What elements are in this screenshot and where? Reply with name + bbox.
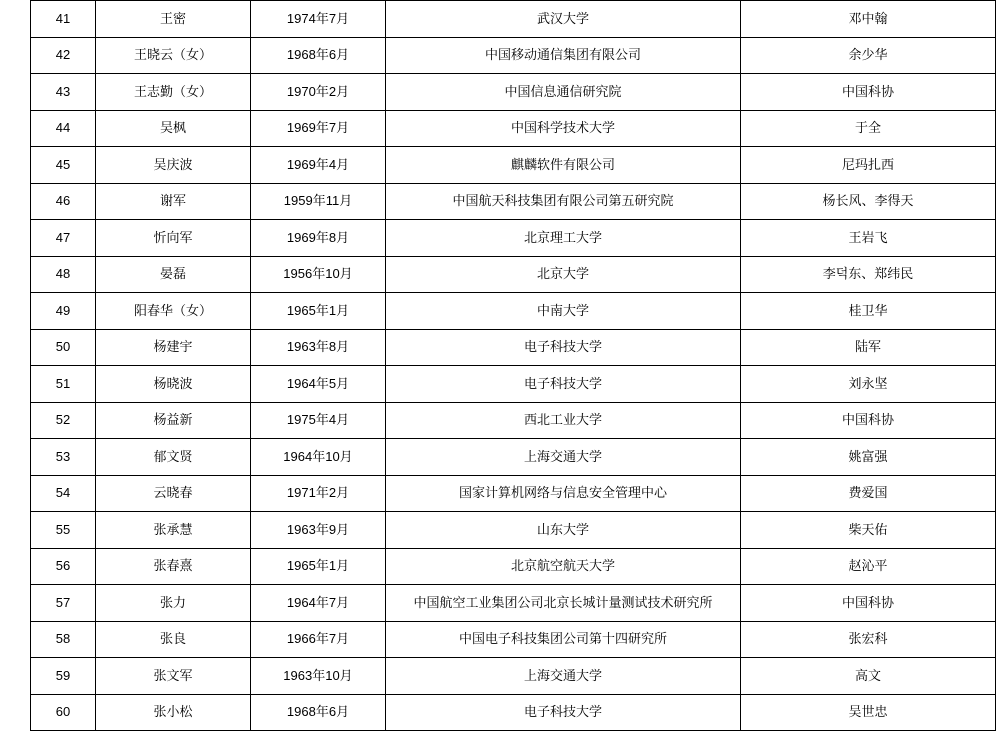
cell-organization: 北京航空航天大学 <box>386 548 741 585</box>
cell-name: 杨晓波 <box>96 366 251 403</box>
cell-sponsor: 高文 <box>741 658 996 695</box>
cell-index: 44 <box>31 110 96 147</box>
cell-sponsor: 吴世忠 <box>741 694 996 731</box>
table-row <box>31 220 996 257</box>
cell-sponsor: 王岩飞 <box>741 220 996 257</box>
cell-birth: 1963年10月 <box>251 658 386 695</box>
cell-organization: 山东大学 <box>386 512 741 549</box>
cell-index: 41 <box>31 1 96 38</box>
cell-birth: 1969年8月 <box>251 220 386 257</box>
cell-organization: 麒麟软件有限公司 <box>386 147 741 184</box>
cell-organization: 中国科学技术大学 <box>386 110 741 147</box>
cell-birth: 1964年5月 <box>251 366 386 403</box>
cell-sponsor: 杨长风、李得天 <box>741 183 996 220</box>
table-row <box>31 658 996 695</box>
cell-index: 54 <box>31 475 96 512</box>
cell-index: 56 <box>31 548 96 585</box>
table-row <box>31 183 996 220</box>
cell-index: 48 <box>31 256 96 293</box>
cell-organization: 北京理工大学 <box>386 220 741 257</box>
table-row <box>31 475 996 512</box>
table-row <box>31 512 996 549</box>
cell-sponsor: 张宏科 <box>741 621 996 658</box>
table-row <box>31 293 996 330</box>
table-row <box>31 110 996 147</box>
cell-birth: 1965年1月 <box>251 548 386 585</box>
table-row <box>31 256 996 293</box>
cell-index: 51 <box>31 366 96 403</box>
cell-birth: 1968年6月 <box>251 694 386 731</box>
cell-birth: 1969年7月 <box>251 110 386 147</box>
cell-index: 58 <box>31 621 96 658</box>
cell-name: 张小松 <box>96 694 251 731</box>
cell-birth: 1975年4月 <box>251 402 386 439</box>
cell-birth: 1968年6月 <box>251 37 386 74</box>
cell-name: 王志勤（女） <box>96 74 251 111</box>
cell-sponsor: 陆军 <box>741 329 996 366</box>
cell-birth: 1959年11月 <box>251 183 386 220</box>
cell-name: 忻向军 <box>96 220 251 257</box>
cell-name: 张良 <box>96 621 251 658</box>
cell-birth: 1974年7月 <box>251 1 386 38</box>
cell-birth: 1966年7月 <box>251 621 386 658</box>
table-row <box>31 585 996 622</box>
cell-birth: 1964年7月 <box>251 585 386 622</box>
table-body <box>31 1 996 731</box>
cell-index: 45 <box>31 147 96 184</box>
cell-organization: 上海交通大学 <box>386 658 741 695</box>
cell-index: 53 <box>31 439 96 476</box>
cell-index: 46 <box>31 183 96 220</box>
cell-organization: 中国移动通信集团有限公司 <box>386 37 741 74</box>
table-row <box>31 366 996 403</box>
cell-organization: 电子科技大学 <box>386 329 741 366</box>
cell-sponsor: 于全 <box>741 110 996 147</box>
cell-index: 55 <box>31 512 96 549</box>
cell-sponsor: 姚富强 <box>741 439 996 476</box>
cell-index: 43 <box>31 74 96 111</box>
table-row <box>31 147 996 184</box>
cell-organization: 国家计算机网络与信息安全管理中心 <box>386 475 741 512</box>
cell-index: 59 <box>31 658 96 695</box>
cell-name: 阳春华（女） <box>96 293 251 330</box>
cell-birth: 1971年2月 <box>251 475 386 512</box>
cell-name: 张文军 <box>96 658 251 695</box>
cell-sponsor: 桂卫华 <box>741 293 996 330</box>
cell-name: 王密 <box>96 1 251 38</box>
cell-organization: 中南大学 <box>386 293 741 330</box>
table-row <box>31 402 996 439</box>
cell-index: 60 <box>31 694 96 731</box>
cell-organization: 西北工业大学 <box>386 402 741 439</box>
cell-organization: 中国航空工业集团公司北京长城计量测试技术研究所 <box>386 585 741 622</box>
cell-organization: 中国电子科技集团公司第十四研究所 <box>386 621 741 658</box>
cell-sponsor: 刘永坚 <box>741 366 996 403</box>
table-row <box>31 1 996 38</box>
cell-sponsor: 费爱国 <box>741 475 996 512</box>
cell-name: 云晓春 <box>96 475 251 512</box>
cell-organization: 电子科技大学 <box>386 366 741 403</box>
cell-organization: 中国航天科技集团有限公司第五研究院 <box>386 183 741 220</box>
cell-name: 张春熹 <box>96 548 251 585</box>
cell-sponsor: 赵沁平 <box>741 548 996 585</box>
cell-sponsor: 尼玛扎西 <box>741 147 996 184</box>
table-row <box>31 74 996 111</box>
cell-birth: 1969年4月 <box>251 147 386 184</box>
cell-index: 50 <box>31 329 96 366</box>
cell-name: 王晓云（女） <box>96 37 251 74</box>
table-row <box>31 329 996 366</box>
candidate-roster-table <box>30 0 996 731</box>
cell-sponsor: 中国科协 <box>741 585 996 622</box>
table-row <box>31 37 996 74</box>
cell-sponsor: 柴天佑 <box>741 512 996 549</box>
cell-sponsor: 余少华 <box>741 37 996 74</box>
cell-organization: 北京大学 <box>386 256 741 293</box>
cell-name: 杨建宇 <box>96 329 251 366</box>
cell-sponsor: 中国科协 <box>741 402 996 439</box>
cell-organization: 上海交通大学 <box>386 439 741 476</box>
cell-sponsor: 李덕东、郑纬民 <box>741 256 996 293</box>
cell-index: 52 <box>31 402 96 439</box>
cell-name: 张力 <box>96 585 251 622</box>
cell-name: 张承慧 <box>96 512 251 549</box>
cell-organization: 中国信息通信研究院 <box>386 74 741 111</box>
cell-name: 谢军 <box>96 183 251 220</box>
cell-name: 晏磊 <box>96 256 251 293</box>
cell-birth: 1964年10月 <box>251 439 386 476</box>
cell-name: 郁文贤 <box>96 439 251 476</box>
cell-index: 47 <box>31 220 96 257</box>
cell-birth: 1956年10月 <box>251 256 386 293</box>
cell-organization: 武汉大学 <box>386 1 741 38</box>
cell-name: 吴枫 <box>96 110 251 147</box>
table-row <box>31 621 996 658</box>
table-row <box>31 439 996 476</box>
cell-birth: 1963年9月 <box>251 512 386 549</box>
cell-birth: 1970年2月 <box>251 74 386 111</box>
cell-index: 49 <box>31 293 96 330</box>
cell-name: 杨益新 <box>96 402 251 439</box>
cell-index: 42 <box>31 37 96 74</box>
cell-birth: 1965年1月 <box>251 293 386 330</box>
cell-sponsor: 中国科协 <box>741 74 996 111</box>
cell-birth: 1963年8月 <box>251 329 386 366</box>
table-row <box>31 694 996 731</box>
cell-index: 57 <box>31 585 96 622</box>
cell-name: 吴庆波 <box>96 147 251 184</box>
cell-sponsor: 邓中翰 <box>741 1 996 38</box>
table-row <box>31 548 996 585</box>
cell-organization: 电子科技大学 <box>386 694 741 731</box>
